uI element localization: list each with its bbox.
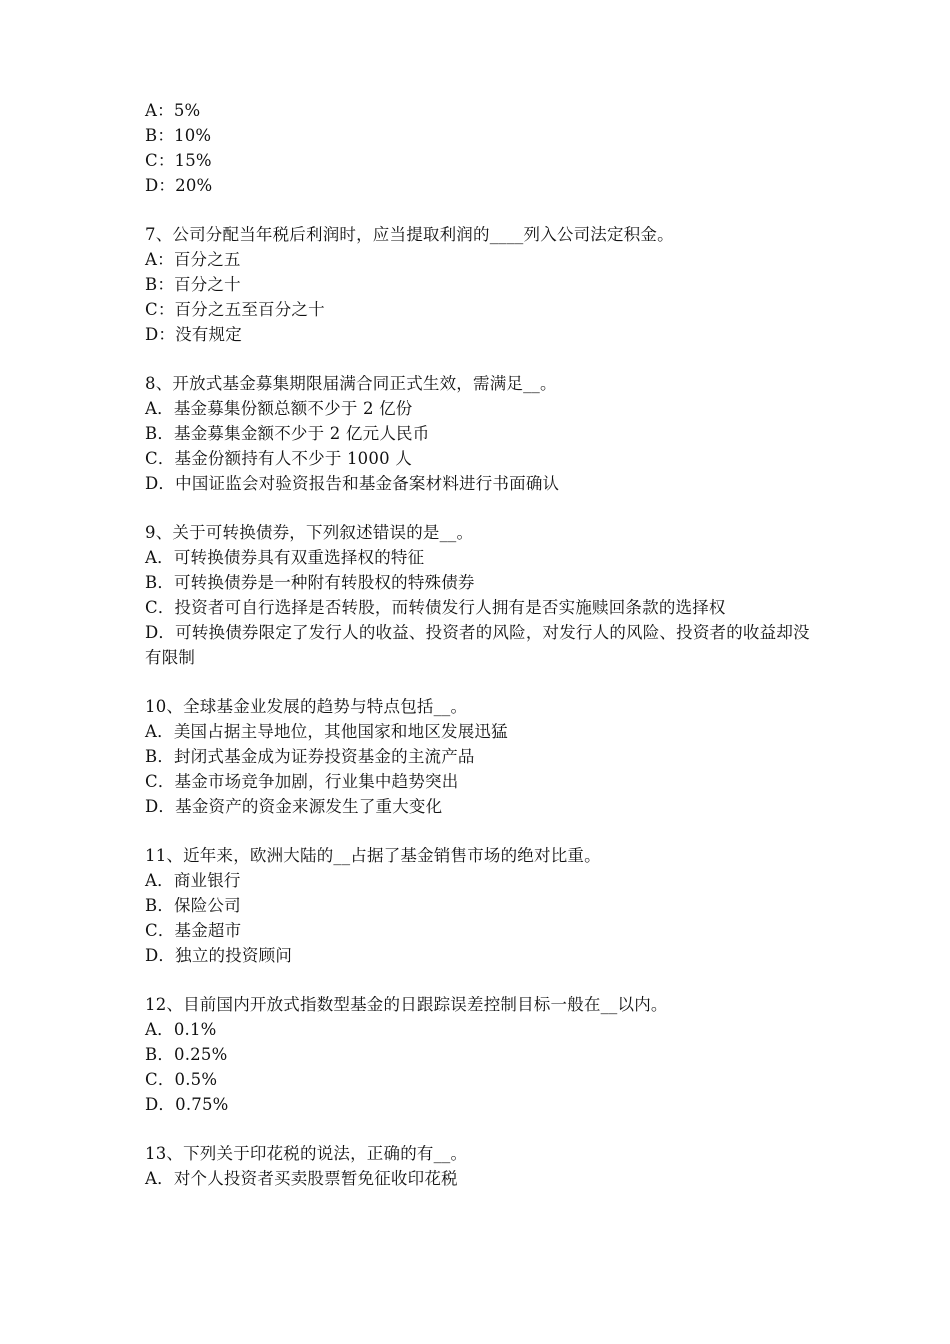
option-a: A：5% [145, 101, 201, 120]
question-block-12 [145, 992, 815, 1117]
option-a: A．0.1% [145, 1020, 217, 1039]
question-text: 9、关于可转换债券，下列叙述错误的是__。 [145, 523, 474, 542]
question-text: 7、公司分配当年税后利润时，应当提取利润的____列入公司法定积金。 [145, 225, 674, 244]
option-a: A．对个人投资者买卖股票暂免征收印花税 [145, 1169, 458, 1188]
option-b: B．0.25% [145, 1045, 228, 1064]
option-d: D．0.75% [145, 1095, 229, 1114]
option-c: C：百分之五至百分之十 [145, 300, 325, 319]
option-c: C：15% [145, 151, 212, 170]
option-c: C．基金市场竞争加剧，行业集中趋势突出 [145, 772, 459, 791]
option-b: B．封闭式基金成为证券投资基金的主流产品 [145, 747, 475, 766]
option-b: B．保险公司 [145, 896, 241, 915]
question-text: 8、开放式基金募集期限届满合同正式生效，需满足__。 [145, 374, 557, 393]
option-a: A：百分之五 [145, 250, 241, 269]
option-c: C．0.5% [145, 1070, 218, 1089]
option-a: A．商业银行 [145, 871, 241, 890]
option-d: D．独立的投资顾问 [145, 946, 293, 965]
option-a: A．基金募集份额总额不少于 2 亿份 [145, 399, 413, 418]
question-text: 12、目前国内开放式指数型基金的日跟踪误差控制目标一般在__以内。 [145, 995, 668, 1014]
option-b: B：10% [145, 126, 212, 145]
option-b: B．基金募集金额不少于 2 亿元人民币 [145, 424, 430, 443]
question-block-9 [145, 520, 815, 670]
option-d: D．基金资产的资金来源发生了重大变化 [145, 797, 443, 816]
option-d: D．中国证监会对验资报告和基金备案材料进行书面确认 [145, 474, 560, 493]
question-block-10 [145, 694, 815, 819]
option-d: D：20% [145, 176, 213, 195]
question-text: 11、近年来，欧洲大陆的__占据了基金销售市场的绝对比重。 [145, 846, 601, 865]
question-text: 10、全球基金业发展的趋势与特点包括__。 [145, 697, 468, 716]
question-block-11 [145, 843, 815, 968]
option-b: B．可转换债券是一种附有转股权的特殊债券 [145, 573, 475, 592]
option-c: C．基金份额持有人不少于 1000 人 [145, 449, 412, 468]
option-c: C．投资者可自行选择是否转股，而转债发行人拥有是否实施赎回条款的选择权 [145, 598, 726, 617]
question-block-7 [145, 222, 815, 347]
option-a: A．可转换债券具有双重选择权的特征 [145, 548, 425, 567]
option-b: B：百分之十 [145, 275, 241, 294]
option-c: C．基金超市 [145, 921, 242, 940]
question-list [145, 98, 815, 1215]
question-block-6 [145, 98, 815, 198]
option-a: A．美国占据主导地位，其他国家和地区发展迅猛 [145, 722, 508, 741]
question-block-13 [145, 1141, 815, 1191]
option-d: D：没有规定 [145, 325, 242, 344]
option-d: D．可转换债券限定了发行人的收益、投资者的风险，对发行人的风险、投资者的收益却没有限制 [145, 623, 810, 667]
question-block-8 [145, 371, 815, 496]
question-text: 13、下列关于印花税的说法，正确的有__。 [145, 1144, 468, 1163]
